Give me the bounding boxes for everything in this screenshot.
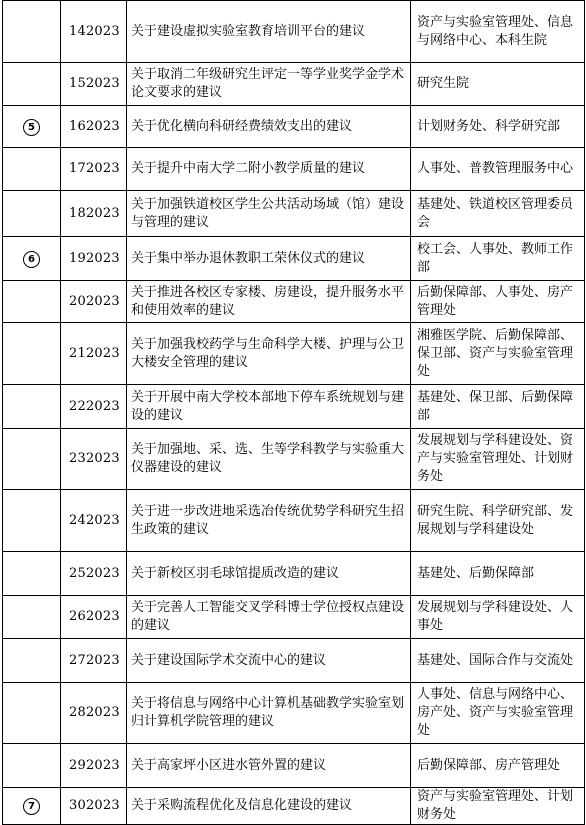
proposal-code: 212023	[61, 323, 127, 385]
table-row	[3, 639, 585, 683]
proposal-code: 202023	[61, 281, 127, 323]
responsible-departments: 人事处、普教管理服务中心	[411, 148, 585, 191]
proposal-title: 关于完善人工智能交叉学科博士学位授权点建设的建议	[127, 596, 411, 639]
proposal-title: 关于建设虚拟实验室教育培训平台的建议	[127, 1, 411, 63]
table-row	[3, 191, 585, 237]
proposal-title: 关于优化横向科研经费绩效支出的建议	[127, 106, 411, 148]
proposal-title: 关于建设国际学术交流中心的建议	[127, 639, 411, 683]
responsible-departments: 发展规划与学科建设处、人事处	[411, 596, 585, 639]
table-row	[3, 385, 585, 429]
row-marker-cell	[3, 639, 61, 683]
table-row	[3, 490, 585, 552]
proposal-code: 282023	[61, 683, 127, 744]
row-marker-cell	[3, 683, 61, 744]
proposal-code: 182023	[61, 191, 127, 237]
proposal-title: 关于集中举办退休教职工荣休仪式的建议	[127, 237, 411, 281]
proposal-title: 关于高家坪小区进水管外置的建议	[127, 744, 411, 788]
proposal-code: 152023	[61, 63, 127, 106]
table-row	[3, 788, 585, 825]
table-row	[3, 596, 585, 639]
responsible-departments: 计划财务处、科学研究部	[411, 106, 585, 148]
responsible-departments: 资产与实验室管理处、信息与网络中心、本科生院	[411, 1, 585, 63]
row-marker-cell	[3, 106, 61, 148]
proposal-title: 关于采购流程优化及信息化建设的建议	[127, 788, 411, 825]
row-marker-cell	[3, 191, 61, 237]
table-row	[3, 63, 585, 106]
table-row	[3, 552, 585, 596]
responsible-departments: 校工会、人事处、教师工作部	[411, 237, 585, 281]
proposal-title: 关于进一步改进地采选冶传统优势学科研究生招生政策的建议	[127, 490, 411, 552]
responsible-departments: 基建处、保卫部、后勤保障部	[411, 385, 585, 429]
responsible-departments: 资产与实验室管理处、计划财务处	[411, 788, 585, 825]
circled-number-marker: 5	[23, 119, 40, 136]
proposal-table	[2, 0, 585, 825]
proposal-code: 172023	[61, 148, 127, 191]
row-marker-cell	[3, 429, 61, 490]
responsible-departments: 后勤保障部、房产管理处	[411, 744, 585, 788]
row-marker-cell	[3, 281, 61, 323]
table-row	[3, 106, 585, 148]
proposal-title: 关于推进各校区专家楼、房建设，提升服务水平和使用效率的建议	[127, 281, 411, 323]
table-row	[3, 1, 585, 63]
proposal-title: 关于提升中南大学二附小教学质量的建议	[127, 148, 411, 191]
circled-number-marker: 7	[23, 798, 40, 815]
proposal-title: 关于将信息与网络中心计算机基础教学实验室划归计算机学院管理的建议	[127, 683, 411, 744]
table-row	[3, 281, 585, 323]
proposal-code: 272023	[61, 639, 127, 683]
row-marker-cell	[3, 63, 61, 106]
proposal-title: 关于开展中南大学校本部地下停车系统规划与建设的建议	[127, 385, 411, 429]
table-row	[3, 148, 585, 191]
row-marker-cell	[3, 596, 61, 639]
table-row	[3, 744, 585, 788]
responsible-departments: 人事处、信息与网络中心、房产处、资产与实验室管理处	[411, 683, 585, 744]
responsible-departments: 后勤保障部、人事处、房产管理处	[411, 281, 585, 323]
proposal-title: 关于新校区羽毛球馆提质改造的建议	[127, 552, 411, 596]
proposal-title: 关于加强我校药学与生命科学大楼、护理与公卫大楼安全管理的建议	[127, 323, 411, 385]
table-row	[3, 683, 585, 744]
proposal-code: 252023	[61, 552, 127, 596]
circled-number-marker: 6	[23, 251, 40, 268]
row-marker-cell	[3, 744, 61, 788]
proposal-code: 232023	[61, 429, 127, 490]
row-marker-cell	[3, 1, 61, 63]
proposal-title: 关于加强地、采、选、生等学科教学与实验重大仪器建设的建议	[127, 429, 411, 490]
table-row	[3, 429, 585, 490]
row-marker-cell	[3, 788, 61, 825]
row-marker-cell	[3, 552, 61, 596]
proposal-title: 关于加强铁道校区学生公共活动场域（馆）建设与管理的建议	[127, 191, 411, 237]
responsible-departments: 基建处、后勤保障部	[411, 552, 585, 596]
proposal-code: 192023	[61, 237, 127, 281]
proposal-title: 关于取消二年级研究生评定一等学业奖学金学术论文要求的建议	[127, 63, 411, 106]
table-body	[3, 1, 585, 825]
table-row	[3, 323, 585, 385]
row-marker-cell	[3, 323, 61, 385]
responsible-departments: 发展规划与学科建设处、资产与实验室管理处、计划财务处	[411, 429, 585, 490]
responsible-departments: 研究生院、科学研究部、发展规划与学科建设处	[411, 490, 585, 552]
proposal-code: 302023	[61, 788, 127, 825]
proposal-code: 162023	[61, 106, 127, 148]
table-row	[3, 237, 585, 281]
responsible-departments: 基建处、国际合作与交流处	[411, 639, 585, 683]
proposal-code: 242023	[61, 490, 127, 552]
row-marker-cell	[3, 148, 61, 191]
row-marker-cell	[3, 385, 61, 429]
responsible-departments: 研究生院	[411, 63, 585, 106]
responsible-departments: 湘雅医学院、后勤保障部、保卫部、资产与实验室管理处	[411, 323, 585, 385]
proposal-code: 262023	[61, 596, 127, 639]
proposal-code: 292023	[61, 744, 127, 788]
responsible-departments: 基建处、铁道校区管理委员会	[411, 191, 585, 237]
row-marker-cell	[3, 490, 61, 552]
proposal-code: 142023	[61, 1, 127, 63]
proposal-code: 222023	[61, 385, 127, 429]
row-marker-cell	[3, 237, 61, 281]
